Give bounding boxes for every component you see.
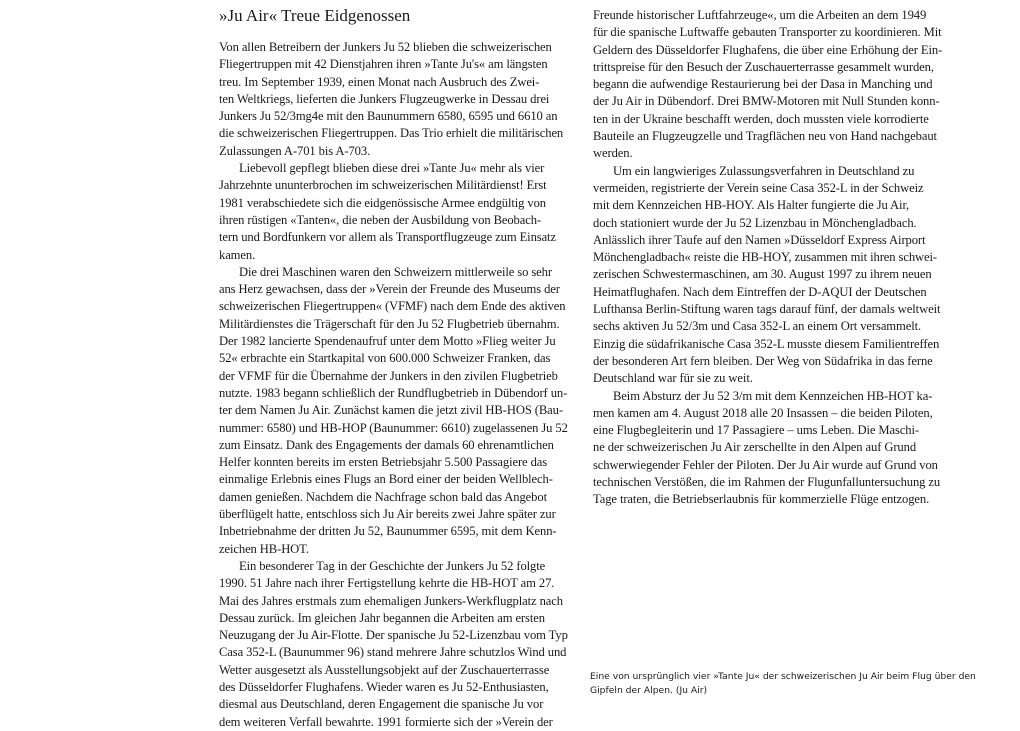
text-line: Junkers Ju 52/3mg4e mit den Baunummern 6580, 6595 und 6610 an [219, 109, 558, 124]
text-line: Dessau zurück. Im gleichen Jahr begannen die Arbeiten am ersten [219, 610, 545, 625]
left-column-text [219, 39, 577, 731]
text-line: überflügelt hatte, entschloss sich Ju Air bereits zwei Jahre später zur [219, 507, 556, 522]
text-line: treu. Im September 1939, einen Monat nach Ausbruch des Zwei- [219, 74, 540, 89]
text-line: Mai des Jahres erstmals zum ehemaligen Junkers-Werkflugplatz nach [219, 593, 563, 608]
text-line: Helfer konnten bereits im ersten Betriebsjahr 5.500 Passagiere das [219, 455, 548, 470]
caption-line: Eine von ursprünglich vier »Tante Ju« der schweizerischen Ju Air beim Flug über den [590, 671, 976, 682]
caption-line: Gipfeln der Alpen. (Ju Air) [590, 685, 708, 696]
text-line: men kamen am 4. August 2018 alle 20 Insassen – die beiden Piloten, [593, 405, 933, 420]
text-line: 1981 verabschiedete sich die eidgenössische Armee endgültig von [219, 195, 546, 210]
text-line: schweizerischen Fliegertruppen« (VFMF) nach dem Ende des aktiven [219, 299, 566, 314]
text-line: die schweizerischen Fliegertruppen. Das Trio erhielt die militärischen [219, 126, 564, 141]
text-line: Neuzugang der Ju Air-Flotte. Der spanische Ju 52-Lizenzbau vom Typ [219, 628, 568, 643]
text-line: begann die aufwendige Restaurierung bei der Dasa in Manching und [593, 77, 933, 92]
text-line: Anlässlich ihrer Taufe auf den Namen »Düsseldorf Express Airport [593, 232, 926, 247]
text-line: der besonderen Art fern bleiben. Der Weg von Südafrika in das ferne [593, 353, 933, 368]
text-line: damen genießen. Nachdem die Nachfrage schon bald das Angebot [219, 489, 547, 504]
text-line: mit dem Kennzeichen HB-HOY. Als Halter fungierte die Ju Air, [593, 198, 910, 213]
text-line: Zulassungen A-701 bis A-703. [219, 143, 371, 158]
text-line: trittspreise für den Besuch der Zuschauerterrasse gesammelt wurden, [593, 59, 934, 74]
text-line: Die drei Maschinen waren den Schweizern mittlerweile so sehr [239, 264, 552, 279]
text-line: ten Weltkriegs, lieferten die Junkers Flugzeugwerke in Dessau drei [219, 91, 550, 106]
article-title: »Ju Air« Treue Eidgenossen [219, 6, 411, 25]
text-line: für die spanische Luftwaffe gebauten Transporter zu koordinieren. Mit [593, 25, 942, 40]
text-line: 52« erbrachte ein Startkapital von 600.000 Schweizer Franken, das [219, 351, 551, 366]
text-line: einmalige Erlebnis eines Flugs an Bord einer der beiden Wellblech- [219, 472, 553, 487]
text-line: zum Einsatz. Dank des Engagements der damals 60 ehrenamtlichen [219, 437, 554, 452]
image-caption [590, 670, 976, 698]
text-line: Von allen Betreibern der Junkers Ju 52 blieben die schweizerischen [219, 40, 552, 54]
text-line: zerischen Schwestermaschinen, am 30. August 1997 zu ihrem neuen [593, 267, 932, 282]
text-line: des Düsseldorfer Flughafens. Wieder waren es Ju 52-Enthusiasten, [219, 679, 549, 694]
text-line: Freunde historischer Luftfahrzeuge«, um die Arbeiten an dem 1949 [593, 8, 927, 22]
text-line: Einzig die südafrikanische Casa 352-L musste diesem Familientreffen [593, 336, 940, 351]
text-line: Geldern des Düsseldorfer Flughafens, die über eine Erhöhung der Ein- [593, 42, 943, 57]
text-line: Beim Absturz der Ju 52 3/m mit dem Kennzeichen HB-HOT ka- [613, 388, 933, 403]
text-line: der VFMF für die Übernahme der Junkers in den zivilen Flugbetrieb [219, 368, 558, 383]
text-line: Mönchengladbach« reiste die HB-HOY, zusammen mit ihren schwei- [593, 250, 938, 265]
text-line: ihren rüstigen «Tanten«, die neben der Ausbildung von Beobach- [219, 212, 542, 227]
text-line: vermeiden, registrierte der Verein seine Casa 352-L in der Schweiz [593, 180, 924, 195]
text-line: nummer: 6580) und HB-HOP (Baunummer: 6610) zugelassenen Ju 52 [219, 420, 568, 435]
text-line: Tage traten, die Betriebserlaubnis für kommerzielle Flüge entzogen. [593, 492, 930, 507]
text-line: Militärdienstes die Trägerschaft für den Ju 52 Flugbetrieb übernahm. [219, 316, 560, 331]
text-line: Wetter ausgesetzt als Ausstellungsobjekt auf der Zuschauerterrasse [219, 662, 550, 677]
text-line: ten in der Ukraine beschafft werden, doch mussten viele korrodierte [593, 111, 929, 126]
text-line: ans Herz gewachsen, dass der »Verein der Freunde des Museums der [219, 282, 560, 297]
text-line: Ein besonderer Tag in der Geschichte der Junkers Ju 52 folgte [239, 558, 546, 573]
text-line: kamen. [219, 247, 256, 262]
text-line: technischen Verstößen, die im Rahmen der Flugunfalluntersuchung zu [593, 475, 941, 490]
text-line: nutzte. 1983 begann schließlich der Rundflugbetrieb in Dübendorf un- [219, 385, 568, 400]
text-line: sechs aktiven Ju 52/3m und Casa 352-L an einem Ort versammelt. [593, 319, 922, 334]
text-line: Bauteile an Flugzeugzelle und Tragflächen neu von Hand nachgebaut [593, 129, 937, 144]
text-line: 1990. 51 Jahre nach ihrer Fertigstellung kehrte die HB-HOT am 27. [219, 576, 555, 591]
text-line: ter dem Namen Ju Air. Zunächst kamen die jetzt zivil HB-HOS (Bau- [219, 403, 563, 418]
text-line: Fliegertruppen mit 42 Dienstjahren ihren »Tante Ju's« am längsten [219, 57, 548, 72]
text-line: Jahrzehnte ununterbrochen im schweizerischen Militärdienst! Erst [219, 178, 547, 193]
text-line: ne der schweizerischen Ju Air zerschellte in den Alpen auf Grund [593, 440, 917, 455]
text-line: Liebevoll gepflegt blieben diese drei »Tante Ju« mehr als vier [239, 161, 545, 176]
text-line: eine Flugbegleiterin und 17 Passagiere – ums Leben. Die Maschi- [593, 423, 919, 438]
text-line: schwerwiegender Fehler der Piloten. Der Ju Air wurde auf Grund von [593, 457, 938, 472]
text-line: werden. [593, 146, 633, 161]
text-line: Casa 352-L (Baunummer 96) stand mehrere Jahre schutzlos Wind und [219, 645, 567, 660]
text-line: doch stationiert wurde der Ju 52 Lizenzbau in Mönchengladbach. [593, 215, 917, 230]
text-line: dem weiteren Verfall bewahrte. 1991 formierte sich der »Verein der [219, 714, 553, 729]
text-line: Heimatflughafen. Nach dem Eintreffen der D-AQUI der Deutschen [593, 284, 927, 299]
right-column-text [593, 7, 943, 509]
text-line: tern und Bordfunkern vor allem als Transportflugzeuge zum Einsatz [219, 230, 556, 245]
text-line: Um ein langwieriges Zulassungsverfahren in Deutschland zu [613, 163, 915, 178]
text-line: Deutschland war für sie zu weit. [593, 371, 753, 386]
text-line: Der 1982 lancierte Spendenaufruf unter dem Motto »Flieg weiter Ju [219, 334, 556, 349]
text-line: zeichen HB-HOT. [219, 541, 309, 556]
text-line: Lufthansa Berlin-Stiftung waren tags darauf fünf, der damals weltweit [593, 302, 941, 317]
text-line: diesmal aus Deutschland, deren Engagement die spanische Ju vor [219, 697, 544, 712]
text-line: der Ju Air in Dübendorf. Drei BMW-Motoren mit Null Stunden konn- [593, 94, 940, 109]
text-line: Inbetriebnahme der dritten Ju 52, Baunummer 6595, mit dem Kenn- [219, 524, 557, 539]
